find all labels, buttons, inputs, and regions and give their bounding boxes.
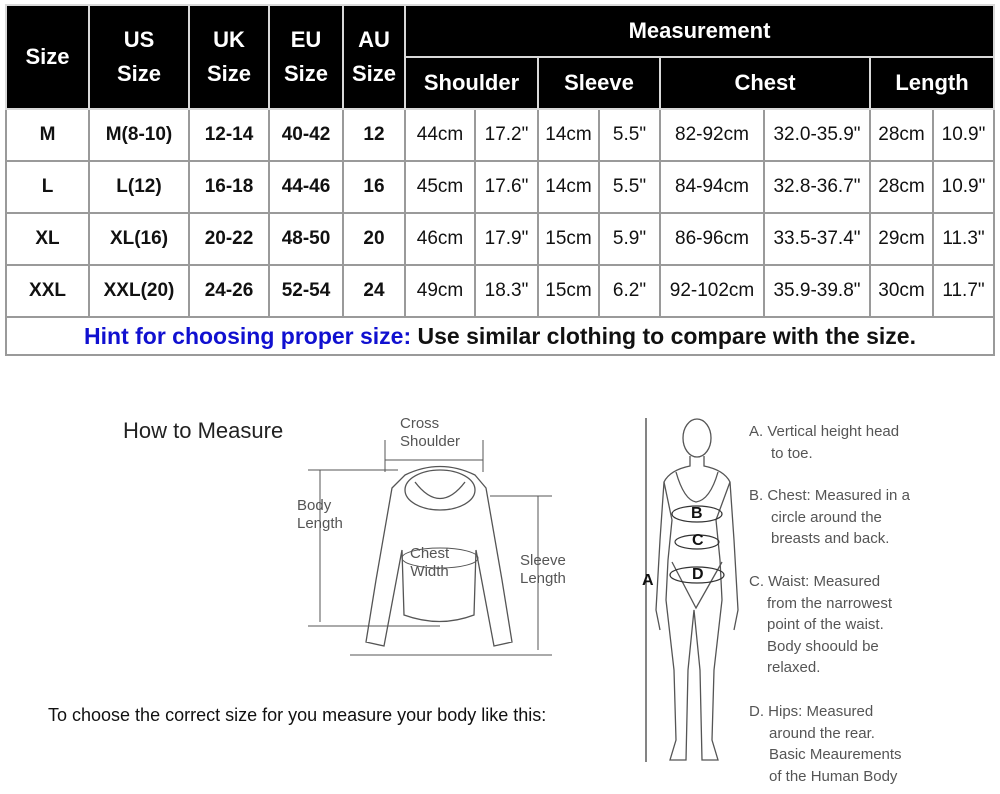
header-size: Size (6, 5, 89, 109)
cell-length-in: 11.7" (933, 265, 994, 317)
size-hint (6, 317, 994, 355)
cell-chest-in: 33.5-37.4" (764, 213, 870, 265)
cell-shoulder-in: 18.3" (475, 265, 538, 317)
cell-uk: 16-18 (189, 161, 269, 213)
measure-instruction: To choose the correct size for you measure your body like this: (48, 705, 547, 725)
cell-size: XXL (6, 265, 89, 317)
hint-text: Use similar clothing to compare with the size. (411, 322, 916, 349)
sleeve-length-label: Sleeve Length (520, 552, 566, 587)
cell-eu: 52-54 (269, 265, 343, 317)
body-length-label: Body Length (297, 497, 343, 532)
table-row (6, 213, 994, 265)
cell-sleeve-in: 5.5" (599, 109, 660, 161)
cell-length-in: 11.3" (933, 213, 994, 265)
cell-chest-in: 32.0-35.9" (764, 109, 870, 161)
chest-width-label: Chest Width (410, 545, 450, 580)
cell-shoulder-cm: 46cm (405, 213, 475, 265)
cell-chest-in: 32.8-36.7" (764, 161, 870, 213)
cell-size: XL (6, 213, 89, 265)
cell-sleeve-cm: 14cm (538, 109, 599, 161)
cell-eu: 40-42 (269, 109, 343, 161)
cell-sleeve-in: 5.9" (599, 213, 660, 265)
cell-eu: 48-50 (269, 213, 343, 265)
table-row (6, 109, 994, 161)
cell-us: L(12) (89, 161, 189, 213)
letter-b: B (691, 505, 703, 522)
cell-us: XXL(20) (89, 265, 189, 317)
cell-sleeve-cm: 14cm (538, 161, 599, 213)
table-row (6, 265, 994, 317)
cell-us: XL(16) (89, 213, 189, 265)
header-us-size: US Size (89, 5, 189, 109)
body-silhouette-diagram (640, 410, 750, 770)
cell-shoulder-cm: 44cm (405, 109, 475, 161)
size-chart-table (5, 4, 995, 356)
how-to-measure-title: How to Measure (123, 418, 284, 443)
header-length: Length (870, 57, 994, 109)
cell-shoulder-cm: 49cm (405, 265, 475, 317)
cell-eu: 44-46 (269, 161, 343, 213)
cell-chest-cm: 84-94cm (660, 161, 764, 213)
cell-length-cm: 30cm (870, 265, 933, 317)
note-c: C. Waist: Measured from the narrowest point of the waist. Body shoould be relaxed. (749, 573, 893, 676)
cell-sleeve-cm: 15cm (538, 265, 599, 317)
cell-chest-in: 35.9-39.8" (764, 265, 870, 317)
cell-chest-cm: 82-92cm (660, 109, 764, 161)
note-d: D. Hips: Measured around the rear. Basic Meaurements of the Human Body (749, 703, 902, 785)
cell-size: M (6, 109, 89, 161)
header-uk-size: UK Size (189, 5, 269, 109)
cell-length-in: 10.9" (933, 161, 994, 213)
cell-size: L (6, 161, 89, 213)
letter-c: C (692, 532, 704, 549)
cell-au: 12 (343, 109, 405, 161)
cell-sleeve-in: 6.2" (599, 265, 660, 317)
header-shoulder: Shoulder (405, 57, 538, 109)
header-eu-size: EU Size (269, 5, 343, 109)
cell-uk: 12-14 (189, 109, 269, 161)
cell-length-cm: 28cm (870, 161, 933, 213)
cell-sleeve-in: 5.5" (599, 161, 660, 213)
header-measurement: Measurement (405, 5, 994, 57)
cell-length-in: 10.9" (933, 109, 994, 161)
cell-length-cm: 29cm (870, 213, 933, 265)
cell-au: 24 (343, 265, 405, 317)
cell-sleeve-cm: 15cm (538, 213, 599, 265)
cell-uk: 24-26 (189, 265, 269, 317)
cell-chest-cm: 92-102cm (660, 265, 764, 317)
cell-us: M(8-10) (89, 109, 189, 161)
letter-a: A (642, 572, 654, 589)
cross-shoulder-label: Cross Shoulder (400, 415, 461, 450)
header-chest: Chest (660, 57, 870, 109)
note-a: A. Vertical height head to toe. (749, 423, 900, 462)
table-row (6, 161, 994, 213)
cell-au: 20 (343, 213, 405, 265)
header-sleeve: Sleeve (538, 57, 660, 109)
cell-length-cm: 28cm (870, 109, 933, 161)
letter-d: D (692, 566, 704, 583)
hint-lead: Hint for choosing proper size: (84, 322, 412, 349)
cell-shoulder-in: 17.6" (475, 161, 538, 213)
cell-shoulder-in: 17.9" (475, 213, 538, 265)
note-b: B. Chest: Measured in a circle around the breasts and back. (749, 487, 910, 547)
cell-au: 16 (343, 161, 405, 213)
cell-shoulder-in: 17.2" (475, 109, 538, 161)
header-au-size: AU Size (343, 5, 405, 109)
cell-shoulder-cm: 45cm (405, 161, 475, 213)
cell-uk: 20-22 (189, 213, 269, 265)
cell-chest-cm: 86-96cm (660, 213, 764, 265)
